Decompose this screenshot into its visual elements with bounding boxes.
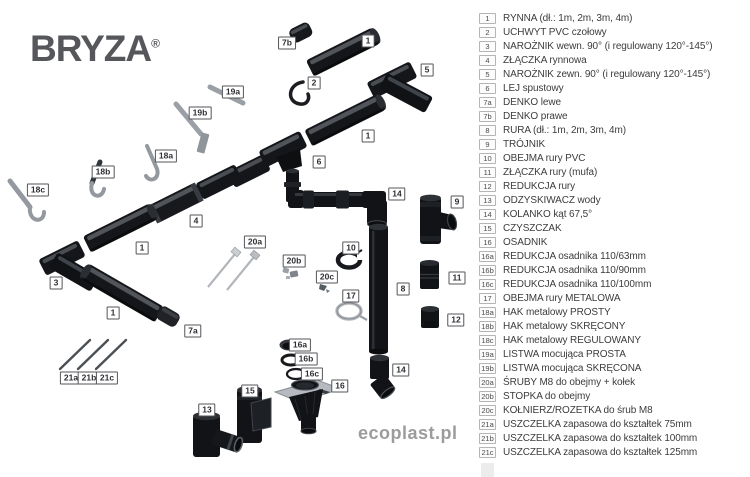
part-label-18a: 18a bbox=[155, 150, 177, 163]
sediment-trap-16 bbox=[275, 380, 341, 434]
legend-item-number: 20a bbox=[479, 377, 496, 388]
part-label-20c: 20c bbox=[316, 271, 338, 284]
legend-item-number: 16 bbox=[479, 237, 496, 248]
legend-item-number: 18c bbox=[479, 335, 496, 346]
legend-item-number: 15 bbox=[479, 223, 496, 234]
legend-item-number: 7b bbox=[479, 111, 496, 122]
part-label-7b: 7b bbox=[278, 37, 296, 50]
legend-item-label: OBEJMA rury METALOWA bbox=[503, 292, 621, 304]
legend-item-number: 11 bbox=[479, 167, 496, 178]
legend-item-label: DENKO lewe bbox=[503, 96, 561, 108]
legend-item-label: OBEJMA rury PVC bbox=[503, 152, 586, 164]
legend-item-label: UCHWYT PVC czołowy bbox=[503, 26, 607, 38]
legend-item-label: CZYSZCZAK bbox=[503, 222, 562, 234]
legend-item-label: HAK metalowy REGULOWANY bbox=[503, 334, 641, 346]
legend-item-label: USZCZELKA zapasowa do kształtek 75mm bbox=[503, 418, 692, 430]
legend-item-number: 21c bbox=[479, 447, 496, 458]
legend-item-number: 20b bbox=[479, 391, 496, 402]
part-label-1: 1 bbox=[136, 242, 149, 255]
legend-list bbox=[479, 11, 747, 460]
legend-item-label: HAK metalowy SKRĘCONY bbox=[503, 320, 626, 332]
gaskets-21 bbox=[60, 340, 126, 369]
legend-item bbox=[479, 207, 747, 221]
legend-item bbox=[479, 25, 747, 39]
legend-item-label: REDUKCJA rury bbox=[503, 180, 576, 192]
pipe-reducer-12 bbox=[421, 306, 439, 328]
legend-item bbox=[479, 445, 747, 459]
legend-item-label: RURA (dł.: 1m, 2m, 3m, 4m) bbox=[503, 124, 626, 136]
legend-item-number: 6 bbox=[479, 83, 496, 94]
rosette-20c bbox=[319, 284, 330, 293]
part-label-17: 17 bbox=[342, 290, 359, 303]
part-label-7a: 7a bbox=[184, 325, 201, 338]
legend-item bbox=[479, 263, 747, 277]
legend-item bbox=[479, 53, 747, 67]
part-label-16c: 16c bbox=[301, 368, 323, 381]
legend-item-label: LEJ spustowy bbox=[503, 82, 564, 94]
part-label-10: 10 bbox=[342, 242, 359, 255]
part-label-14: 14 bbox=[392, 364, 409, 377]
end-cap-right-7b bbox=[288, 21, 314, 44]
legend-item-label: KOLANKO kąt 67,5° bbox=[503, 208, 593, 220]
part-label-13: 13 bbox=[198, 404, 215, 417]
legend-item bbox=[479, 137, 747, 151]
legend-item-number: 18a bbox=[479, 307, 496, 318]
part-label-20a: 20a bbox=[244, 236, 266, 249]
legend-item-label: NAROŻNIK wewn. 90° (i regulowany 120°-145°) bbox=[503, 40, 713, 52]
legend-item-number: 17 bbox=[479, 293, 496, 304]
legend-item-label: ŚRUBY M8 do obejmy + kołek bbox=[503, 376, 635, 388]
legend-item-label: ZŁĄCZKA rynnowa bbox=[503, 54, 587, 66]
metal-hook-18b bbox=[91, 162, 104, 196]
legend-item-label: USZCZELKA zapasowa do kształtek 100mm bbox=[503, 432, 698, 444]
gutter-section-1-down bbox=[78, 262, 164, 322]
legend-item bbox=[479, 249, 747, 263]
legend-item-number: 19b bbox=[479, 363, 496, 374]
legend-item-label: LISTWA mocująca SKRĘCONA bbox=[503, 362, 642, 374]
mounting-strip-19b bbox=[176, 104, 209, 154]
legend-item bbox=[479, 319, 747, 333]
legend-item bbox=[479, 333, 747, 347]
legend-item-number: 2 bbox=[479, 27, 496, 38]
part-label-21c: 21c bbox=[96, 372, 118, 385]
legend-item-number: 16c bbox=[479, 279, 496, 290]
legend-item bbox=[479, 39, 747, 53]
part-label-1: 1 bbox=[362, 130, 375, 143]
legend-item bbox=[479, 305, 747, 319]
legend-item-number: 4 bbox=[479, 55, 496, 66]
watermark: ecoplast.pl bbox=[358, 423, 458, 443]
legend-item bbox=[479, 235, 747, 249]
gutter-section-1-top bbox=[306, 26, 383, 76]
legend-item-label: STOPKA do obejmy bbox=[503, 390, 591, 402]
legend-item bbox=[479, 347, 747, 361]
part-label-21a: 21a bbox=[60, 372, 82, 385]
legend-item-number: 19a bbox=[479, 349, 496, 360]
part-label-18b: 18b bbox=[92, 166, 115, 179]
brand-logo bbox=[30, 30, 160, 67]
legend-item bbox=[479, 109, 747, 123]
metal-hook-18a bbox=[146, 146, 158, 180]
legend-item-number: 18b bbox=[479, 321, 496, 332]
part-label-12: 12 bbox=[447, 314, 464, 327]
mounting-strip-19a bbox=[210, 87, 243, 103]
legend-item-label: KOŁNIERZ/ROZETKA do śrub M8 bbox=[503, 404, 653, 416]
gutter-piece-b bbox=[195, 164, 242, 200]
legend-item bbox=[479, 431, 747, 445]
cleanout-15 bbox=[237, 386, 271, 443]
part-label-8: 8 bbox=[397, 283, 410, 296]
legend-item-label: REDUKCJA osadnika 110/90mm bbox=[503, 264, 646, 276]
elbow-14-bottom bbox=[370, 355, 397, 401]
screws-m8-20a bbox=[208, 247, 260, 290]
part-label-19b: 19b bbox=[189, 107, 212, 120]
legend-item-number: 3 bbox=[479, 41, 496, 52]
legend-item-label: DENKO prawe bbox=[503, 110, 568, 122]
trap-reducer-16c bbox=[287, 369, 305, 379]
legend-item-number: 7a bbox=[479, 97, 496, 108]
legend-item bbox=[479, 165, 747, 179]
legend-item bbox=[479, 361, 747, 375]
gutter-section-1-low bbox=[83, 202, 160, 252]
registered-mark: ® bbox=[151, 36, 160, 51]
legend-item-number: 16a bbox=[479, 251, 496, 262]
trap-reducer-16b bbox=[282, 355, 300, 365]
gutter-bracket-2 bbox=[291, 82, 309, 104]
part-label-6: 6 bbox=[313, 156, 326, 169]
part-label-3: 3 bbox=[50, 277, 63, 290]
part-label-1: 1 bbox=[362, 35, 375, 48]
part-label-15: 15 bbox=[241, 385, 258, 398]
legend-item-number: 8 bbox=[479, 125, 496, 136]
metal-hook-18c bbox=[10, 181, 44, 220]
part-label-2: 2 bbox=[308, 77, 321, 90]
legend-item-label: ODZYSKIWACZ wody bbox=[503, 194, 601, 206]
tee-junction-9 bbox=[420, 195, 458, 244]
legend-item-number: 16b bbox=[479, 265, 496, 276]
elbow-run-14 bbox=[288, 190, 387, 227]
legend-item bbox=[479, 193, 747, 207]
legend-item-number: 21b bbox=[479, 433, 496, 444]
downpipe-8 bbox=[369, 224, 388, 355]
part-label-9: 9 bbox=[451, 196, 464, 209]
part-label-1: 1 bbox=[107, 307, 120, 320]
part-label-4: 4 bbox=[190, 215, 203, 228]
legend-item-label: REDUKCJA osadnika 110/63mm bbox=[503, 250, 646, 262]
pvc-pipe-clamp-10 bbox=[338, 250, 363, 268]
legend-item-label: NAROŻNIK zewn. 90° (i regulowany 120°-145°) bbox=[503, 68, 711, 80]
legend-item bbox=[479, 291, 747, 305]
legend-item bbox=[479, 277, 747, 291]
brand-name: BRYZA bbox=[30, 28, 152, 69]
legend-item-number: 12 bbox=[479, 181, 496, 192]
legend-item-label: OSADNIK bbox=[503, 236, 548, 248]
part-label-19a: 19a bbox=[222, 86, 244, 99]
pipe-coupler-11 bbox=[420, 260, 439, 289]
part-label-11: 11 bbox=[449, 272, 466, 285]
part-label-21b: 21b bbox=[78, 372, 101, 385]
legend-item bbox=[479, 417, 747, 431]
part-label-16: 16 bbox=[331, 380, 348, 393]
legend-item-number: 9 bbox=[479, 139, 496, 150]
legend-item-label: RYNNA (dł.: 1m, 2m, 3m, 4m) bbox=[503, 12, 633, 24]
legend-item bbox=[479, 179, 747, 193]
part-label-18c: 18c bbox=[27, 184, 49, 197]
legend-item-label: ZŁĄCZKA rury (mufa) bbox=[503, 166, 598, 178]
part-label-16a: 16a bbox=[289, 339, 311, 352]
part-label-14: 14 bbox=[388, 188, 405, 201]
legend-item-label: LISTWA mocująca PROSTA bbox=[503, 348, 626, 360]
legend-item-number: 13 bbox=[479, 195, 496, 206]
part-label-20b: 20b bbox=[283, 255, 306, 268]
metal-pipe-clamp-17 bbox=[337, 303, 367, 320]
trap-reducer-16a bbox=[280, 340, 299, 351]
legend-item bbox=[479, 389, 747, 403]
legend-item bbox=[479, 67, 747, 81]
legend-item-number: 20c bbox=[479, 405, 496, 416]
legend-empty-badge bbox=[481, 463, 494, 477]
part-label-5: 5 bbox=[421, 64, 434, 77]
gutter-section-1-mid bbox=[304, 92, 388, 146]
legend-item bbox=[479, 151, 747, 165]
legend-item bbox=[479, 403, 747, 417]
legend-item bbox=[479, 81, 747, 95]
legend-item bbox=[479, 375, 747, 389]
legend-item-label: USZCZELKA zapasowa do kształtek 125mm bbox=[503, 446, 698, 458]
legend-item-number: 14 bbox=[479, 209, 496, 220]
legend-item-label: REDUKCJA osadnika 110/100mm bbox=[503, 278, 652, 290]
legend-item-number: 10 bbox=[479, 153, 496, 164]
legend-item-number: 21a bbox=[479, 419, 496, 430]
legend-item bbox=[479, 221, 747, 235]
legend-item-number: 1 bbox=[479, 13, 496, 24]
clamp-foot-20b bbox=[282, 267, 298, 279]
legend-item-label: HAK metalowy PROSTY bbox=[503, 306, 611, 318]
legend-item-number: 5 bbox=[479, 69, 496, 80]
legend-item-label: TRÓJNIK bbox=[503, 138, 546, 150]
legend-item bbox=[479, 11, 747, 25]
legend-item bbox=[479, 95, 747, 109]
water-collector-13 bbox=[193, 412, 244, 457]
legend-item bbox=[479, 123, 747, 137]
part-label-16b: 16b bbox=[295, 353, 318, 366]
